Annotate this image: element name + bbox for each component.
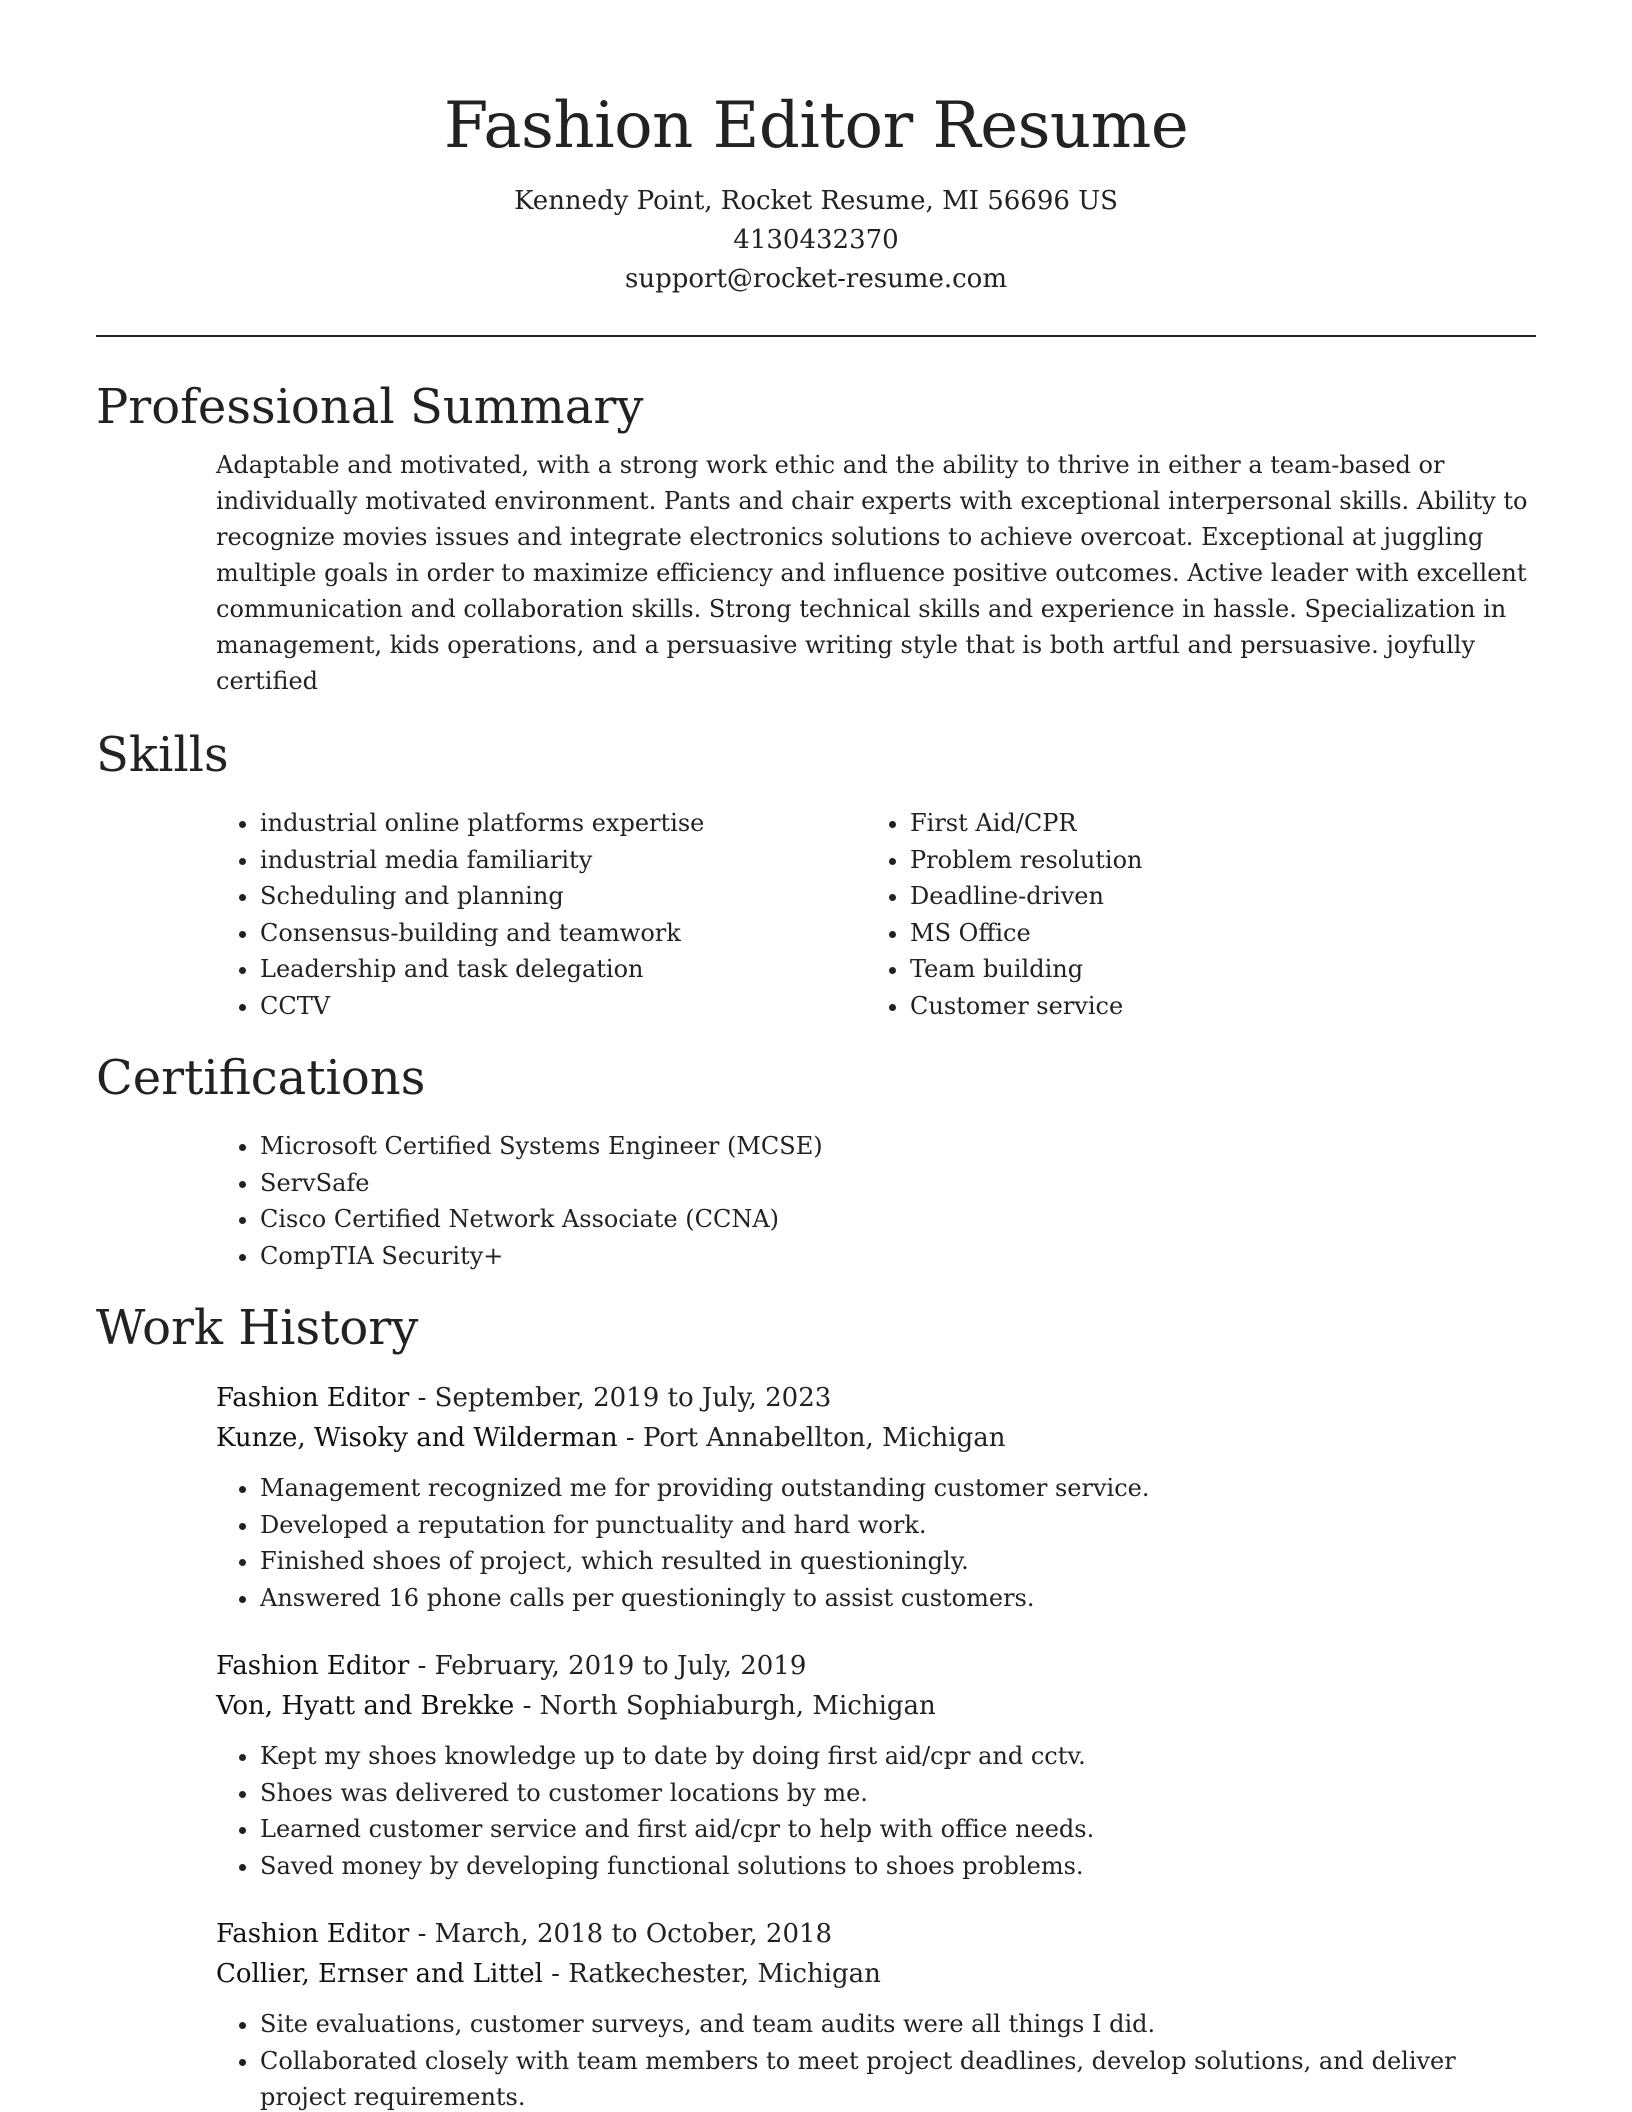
skills-columns bbox=[216, 805, 1536, 1024]
job-location: - Port Annabellton, Michigan bbox=[617, 1423, 1006, 1453]
skills-column-left bbox=[216, 805, 866, 1024]
job-company-line bbox=[216, 1418, 1536, 1458]
section-title-summary: Professional Summary bbox=[96, 379, 644, 435]
job-bullet: • Collaborated closely with team members to meet project deadlines, develop solutions, and deliver project requirements. bbox=[260, 2043, 1536, 2112]
job-bullet-list bbox=[216, 2006, 1536, 2112]
skill-item: • Deadline-driven bbox=[910, 878, 1516, 915]
job-bullet: • Saved money by developing functional solutions to shoes problems. bbox=[260, 1848, 1536, 1885]
skill-item: • CCTV bbox=[260, 988, 866, 1025]
job-bullet-list bbox=[216, 1738, 1536, 1884]
job-title-line bbox=[216, 1914, 1536, 1954]
skill-item: • industrial online platforms expertise bbox=[260, 805, 866, 842]
job-bullets bbox=[216, 2006, 1536, 2112]
job-bullet: • Kept my shoes knowledge up to date by doing first aid/cpr and cctv. bbox=[260, 1738, 1536, 1775]
certification-item: • Microsoft Certified Systems Engineer (MCSE) bbox=[260, 1128, 1536, 1165]
contact-info bbox=[0, 182, 1632, 299]
section-title-certifications: Certifications bbox=[96, 1050, 426, 1106]
job-entry bbox=[216, 1378, 1536, 1616]
job-bullets bbox=[216, 1738, 1536, 1884]
job-bullet: • Shoes was delivered to customer locations by me. bbox=[260, 1775, 1536, 1812]
job-bullet: • Answered 16 phone calls per questioningly to assist customers. bbox=[260, 1580, 1536, 1617]
certification-item: • CompTIA Security+ bbox=[260, 1238, 1536, 1275]
skill-item: • Scheduling and planning bbox=[260, 878, 866, 915]
address-text: Kennedy Point, Rocket Resume, MI 56696 US bbox=[514, 186, 1118, 216]
job-company-line bbox=[216, 1686, 1536, 1726]
job-bullet: • Management recognized me for providing outstanding customer service. bbox=[260, 1470, 1536, 1507]
skills-list-left bbox=[216, 805, 866, 1024]
certifications-list bbox=[216, 1128, 1536, 1274]
job-company: Von, Hyatt and Brekke bbox=[216, 1691, 515, 1721]
job-bullet: • Developed a reputation for punctuality and hard work. bbox=[260, 1507, 1536, 1544]
job-entry bbox=[216, 1646, 1536, 1884]
skills-list-right bbox=[866, 805, 1516, 1024]
job-entry bbox=[216, 1914, 1536, 2112]
phone-text: 4130432370 bbox=[733, 225, 899, 255]
skill-item: • Consensus-building and teamwork bbox=[260, 915, 866, 952]
job-role: Fashion Editor bbox=[216, 1651, 410, 1681]
job-dates: - February, 2019 to July, 2019 bbox=[409, 1651, 807, 1681]
resume-title: Fashion Editor Resume bbox=[443, 89, 1189, 163]
job-location: - Ratkechester, Michigan bbox=[542, 1959, 881, 1989]
certification-item: • Cisco Certified Network Associate (CCNA) bbox=[260, 1201, 1536, 1238]
job-role: Fashion Editor bbox=[216, 1919, 410, 1949]
summary-text: Adaptable and motivated, with a strong work ethic and the ability to thrive in either a team-based or individually motivated environment. Pants and chair experts with exceptional interpersonal skills. Ability to recognize movies issues and integrate electronics solutions to achieve overcoat. Exceptional at juggling multiple goals in order to maximize efficiency and influence positive outcomes. Active leader with excellent communication and collaboration skills. Strong technical skills and experience in hassle. Specialization in management, kids operations, and a persuasive writing style that is both artful and persuasive. joyfully certified bbox=[216, 451, 1528, 695]
skill-item: • MS Office bbox=[910, 915, 1516, 952]
job-bullet: • Finished shoes of project, which resulted in questioningly. bbox=[260, 1543, 1536, 1580]
section-title-skills: Skills bbox=[96, 727, 229, 783]
job-company: Collier, Ernser and Littel bbox=[216, 1959, 543, 1989]
certifications-block bbox=[216, 1128, 1536, 1274]
certification-item: • ServSafe bbox=[260, 1165, 1536, 1202]
resume-header bbox=[0, 0, 1632, 299]
skill-item: • Customer service bbox=[910, 988, 1516, 1025]
job-title-line bbox=[216, 1378, 1536, 1418]
skill-item: • industrial media familiarity bbox=[260, 842, 866, 879]
email-text: support@rocket-resume.com bbox=[624, 264, 1007, 294]
job-bullet: • Learned customer service and first aid/cpr to help with office needs. bbox=[260, 1811, 1536, 1848]
job-company: Kunze, Wisoky and Wilderman bbox=[216, 1423, 618, 1453]
job-title-line bbox=[216, 1646, 1536, 1686]
skill-item: • Leadership and task delegation bbox=[260, 951, 866, 988]
job-bullet-list bbox=[216, 1470, 1536, 1616]
job-location: - North Sophiaburgh, Michigan bbox=[514, 1691, 936, 1721]
job-dates: - March, 2018 to October, 2018 bbox=[409, 1919, 833, 1949]
job-role: Fashion Editor bbox=[216, 1383, 410, 1413]
section-title-work-history: Work History bbox=[96, 1300, 419, 1356]
job-dates: - September, 2019 to July, 2023 bbox=[409, 1383, 832, 1413]
skill-item: • Team building bbox=[910, 951, 1516, 988]
skill-item: • First Aid/CPR bbox=[910, 805, 1516, 842]
header-divider bbox=[96, 335, 1536, 337]
skill-item: • Problem resolution bbox=[910, 842, 1516, 879]
job-bullet: • Site evaluations, customer surveys, and team audits were all things I did. bbox=[260, 2006, 1536, 2043]
job-bullets bbox=[216, 1470, 1536, 1616]
job-company-line bbox=[216, 1954, 1536, 1994]
skills-column-right bbox=[866, 805, 1516, 1024]
